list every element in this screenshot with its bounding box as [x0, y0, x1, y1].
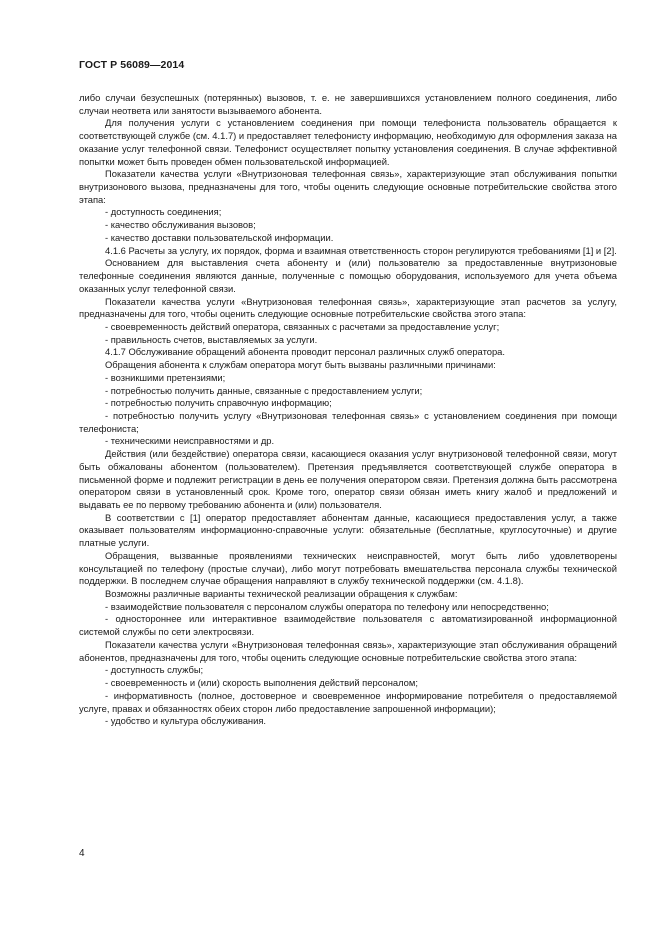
list-item: - правильность счетов, выставляемых за услуги. — [105, 333, 318, 345]
paragraph: либо случаи безуспешных (потерянных) вызовов, т. е. не завершившихся установлением полного соединения, либо случаи неответа или занятости вызываемого абонента. — [79, 92, 617, 116]
page-number: 4 — [79, 848, 85, 859]
list-item: - доступность службы; — [105, 664, 204, 676]
paragraph: Показатели качества услуги «Внутризоновая телефонная связь», характеризующие этап обслуживания попытки внутризонового вызова, предназначены для того, чтобы оценить следующие основные потребительские свойства этого этапа: — [79, 168, 617, 205]
paragraph: Обращения абонента к службам оператора могут быть вызваны различными причинами: — [105, 359, 496, 371]
list-item: - доступность соединения; — [105, 206, 222, 218]
paragraph: 4.1.7 Обслуживание обращений абонента проводит персонал различных служб оператора. — [105, 346, 506, 358]
list-item: - одностороннее или интерактивное взаимодействие пользователя с автоматизированной информационной системой службы по сети электросвязи. — [79, 613, 617, 638]
paragraph: Показатели качества услуги «Внутризоновая телефонная связь», характеризующие этап обслуживания обращений абонентов, предназначены для того, чтобы оценить следующие основные потребительские свойства этого этапа: — [79, 638, 617, 663]
paragraph: Действия (или бездействие) оператора связи, касающиеся оказания услуг внутризоновой телефонной связи, могут быть обжалованы абонентом (пользователем). Претензия предъявляется соответствующей службе оператора в письменной форме и подлежит регистрации в день ее получения оператором связи. Претензия должна быть рассмотрена оператором связи в установленный срок. Кроме того, оператор связи обязан иметь книгу жалоб и предложений и выдавать ее по первому требованию абонента и (или) пользователя. — [79, 448, 617, 510]
list-item: - своевременность и (или) скорость выполнения действий персоналом; — [105, 677, 418, 689]
list-item: - информативность (полное, достоверное и своевременное информирование потребителя о предоставляемой услуге, правах и обязанностях обеих сторон либо предоставление запрошенной информации); — [79, 689, 617, 714]
list-item: - удобство и культура обслуживания. — [105, 715, 267, 727]
paragraph: 4.1.6 Расчеты за услугу, их порядок, форма и взаимная ответственность сторон регулируются требованиями [1] и [2]. — [105, 244, 617, 256]
paragraph: В соответствии с [1] оператор предоставляет абонентам данные, касающиеся предоставления услуг, а также оказывает пользователям информационно-справочные услуги: обязательные (бесплатные, круглосуточные) и другие платные услуги. — [79, 511, 617, 549]
list-item: - потребностью получить услугу «Внутризоновая телефонная связь» с установлением соединения при помощи телефониста; — [79, 409, 617, 434]
list-item: - возникшими претензиями; — [105, 371, 226, 383]
paragraph: Возможны различные варианты технической реализации обращения к службам: — [105, 588, 458, 600]
list-item: - качество обслуживания вызовов; — [105, 219, 256, 231]
list-item: - потребностью получить данные, связанные с предоставлением услуги; — [105, 384, 423, 396]
paragraph: Основанием для выставления счета абоненту и (или) пользователю за предоставленные внутризоновые телефонные соединения являются данные, полученные с помощью оборудования, используемого для учета объема оказанных услуг телефонной связи. — [79, 257, 617, 294]
list-item: - своевременность действий оператора, связанных с расчетами за предоставление услуг; — [105, 320, 500, 332]
list-item: - качество доставки пользовательской информации. — [105, 231, 334, 243]
paragraph: Показатели качества услуги «Внутризоновая телефонная связь», характеризующие этап расчетов за услугу, предназначены для того, чтобы оценить следующие основные потребительские свойства этого этапа: — [79, 295, 617, 320]
paragraph: Обращения, вызванные проявлениями технических неисправностей, могут быть либо удовлетворены консультацией по телефону (простые случаи), либо могут потребовать вмешательства персонала службы технической поддержки. В последнем случае обращения направляют в службу технической поддержки (см. 4.1.8). — [79, 549, 617, 587]
list-item: - потребностью получить справочную информацию; — [105, 397, 332, 409]
paragraph: Для получения услуги с установлением соединения при помощи телефониста пользователь обращается к соответствующей службе (см. 4.1.7) и предоставляет телефонисту информацию, необходимую для оформления заказа на оказание услуг телефонной связи. Телефонист осуществляет попытку установления соединения. В случае эффективной попытки может быть проведен обмен пользовательской информацией. — [79, 117, 617, 167]
standard-title: ГОСТ Р 56089—2014 — [79, 59, 185, 71]
list-item: - техническими неисправностями и др. — [105, 435, 275, 447]
document-body — [79, 92, 617, 728]
list-item: - взаимодействие пользователя с персоналом службы оператора по телефону или непосредственно; — [105, 600, 549, 612]
